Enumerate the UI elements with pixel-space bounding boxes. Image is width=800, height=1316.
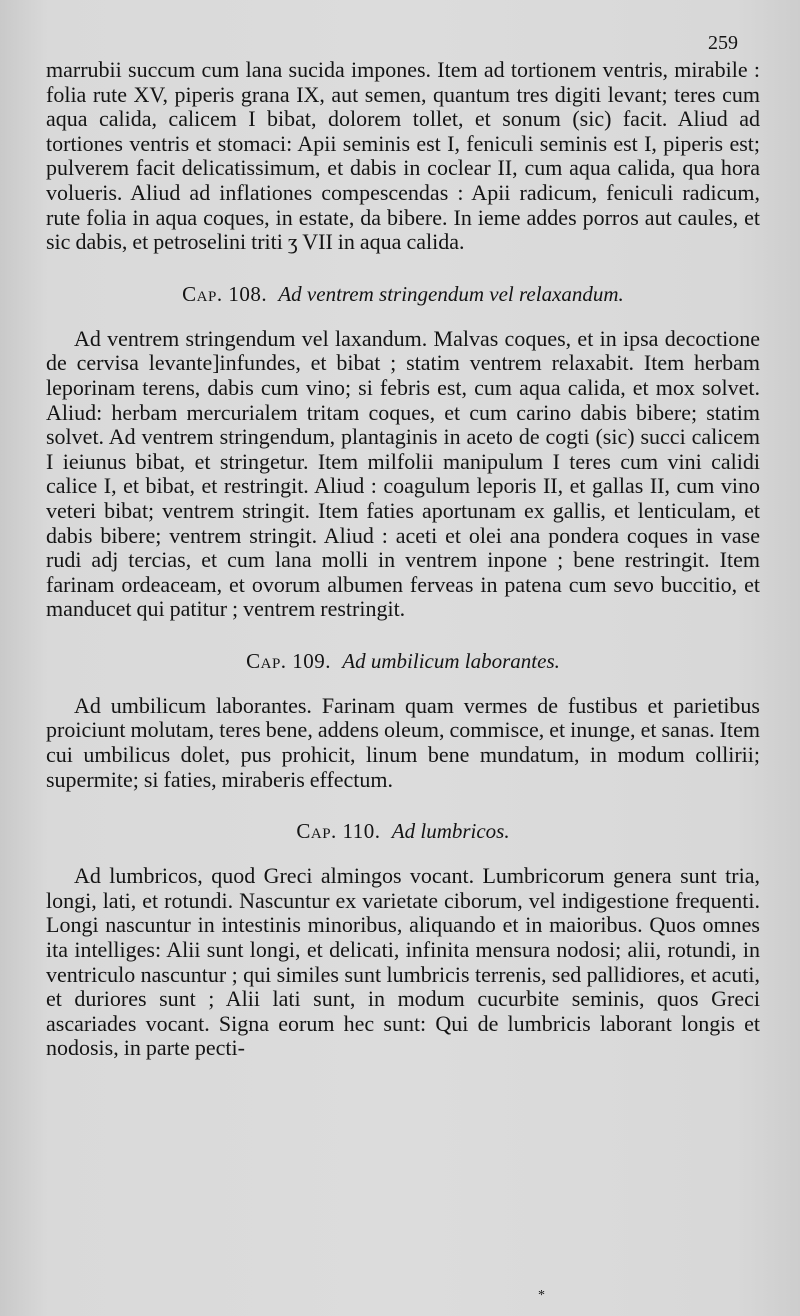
chapter-text-108: Ad ventrem stringendum vel laxandum. Malvas coques, et in ipsa decoctione de cervisa levante]infundes, et bibat ; statim ventrem relaxabit. Item herbam leporinam terens, dabis cum vino; si febris est, cum aqua calida, et mox solvet. Aliud: herbam mercurialem tritam coques, et cum carino dabis bibere; statim solvet. Ad ventrem stringendum, plantaginis in aceto de cogti (sic) succi calicem I ieiunus bibat, et stringetur. Item milfolii manipulum I teres cum vini calidi calice I, et bibat, et restringit. Aliud : coagulum leporis II, et gallas II, cum vino veteri bibat; ventrem stringit. Item faties aportunam ex gallis, et lenticulam, et dabis bibere; ventrem stringit. Aliud : aceti et olei ana pondera coques in vase rudi adj tercias, et cum lana molli in ventrem inpone ; bene restringit. Item farinam ordeaceam, et ovorum albumen ferveas in patena cum sevo buccitio, et manducet qui patitur ; ventrem restringit.	[46, 325, 760, 622]
chapter-text-110: Ad lumbricos, quod Greci almingos vocant. Lumbricorum genera sunt tria, longi, lati, et rotundi. Nascuntur ex varietate ciborum, vel indigestione frequenti. Longi nascuntur in intestinis minoribus, aliquando et in maioribus. Quos omnes ita intelliges: Alii sunt longi, et delicati, infinita mensura nodosi; alii, rotundi, in ventriculo nascuntur ; qui similes sunt lumbricis terrenis, sed pallidiores, et acuti, et duriores sunt ; Alii lati sunt, in modum cucurbite seminis, quos Greci ascariades vocant. Signa eorum hec sunt: Qui de lumbricis laborant longis et nodosis, in parte pecti-	[46, 863, 760, 1061]
chapter-number: Cap. 109.	[246, 648, 332, 673]
page-number: 259	[708, 32, 738, 54]
chapter-title: Ad umbilicum laborantes.	[342, 648, 560, 673]
chapter-heading-108	[46, 255, 760, 327]
chapter-number: Cap. 108.	[182, 281, 268, 306]
chapter-title: Ad ventrem stringendum vel relaxandum.	[278, 281, 624, 306]
chapter-heading-110	[46, 792, 760, 864]
chapter-title: Ad lumbricos.	[391, 819, 510, 844]
chapter-number: Cap. 110.	[296, 819, 381, 844]
chapter-text-109: Ad umbilicum laborantes. Farinam quam vermes de fustibus et parietibus proiciunt molutam, teres bene, addens oleum, commisce, et inunge, et sanas. Item cui umbilicus dolet, pus prohicit, linum bene mundatum, in modum collirii; supermite; si faties, miraberis effectum.	[46, 692, 760, 792]
chapter-heading-109	[46, 622, 760, 694]
intro-paragraph: marrubii succum cum lana sucida impones. Item ad tortionem ventris, mirabile : folia rute XV, piperis grana IX, aut semen, quantum tres digiti levant; teres cum aqua calida, calicem I bibat, dolorem tollet, et sonum (sic) facit. Aliud ad tortiones ventris et stomaci: Apii seminis est I, feniculi seminis est I, piperis est; pulverem facit delicatissimum, et dabis in coclear II, cum aqua calida, qua hora volueris. Aliud ad inflationes compescendas : Apii radicum, feniculi radicum, rute folia in aqua coques, in estate, da bibere. In ieme addes porros aut caules, et sic dabis, et petroselini triti ʒ VII in aqua calida.	[46, 57, 760, 255]
footer-mark: *	[538, 1288, 545, 1303]
